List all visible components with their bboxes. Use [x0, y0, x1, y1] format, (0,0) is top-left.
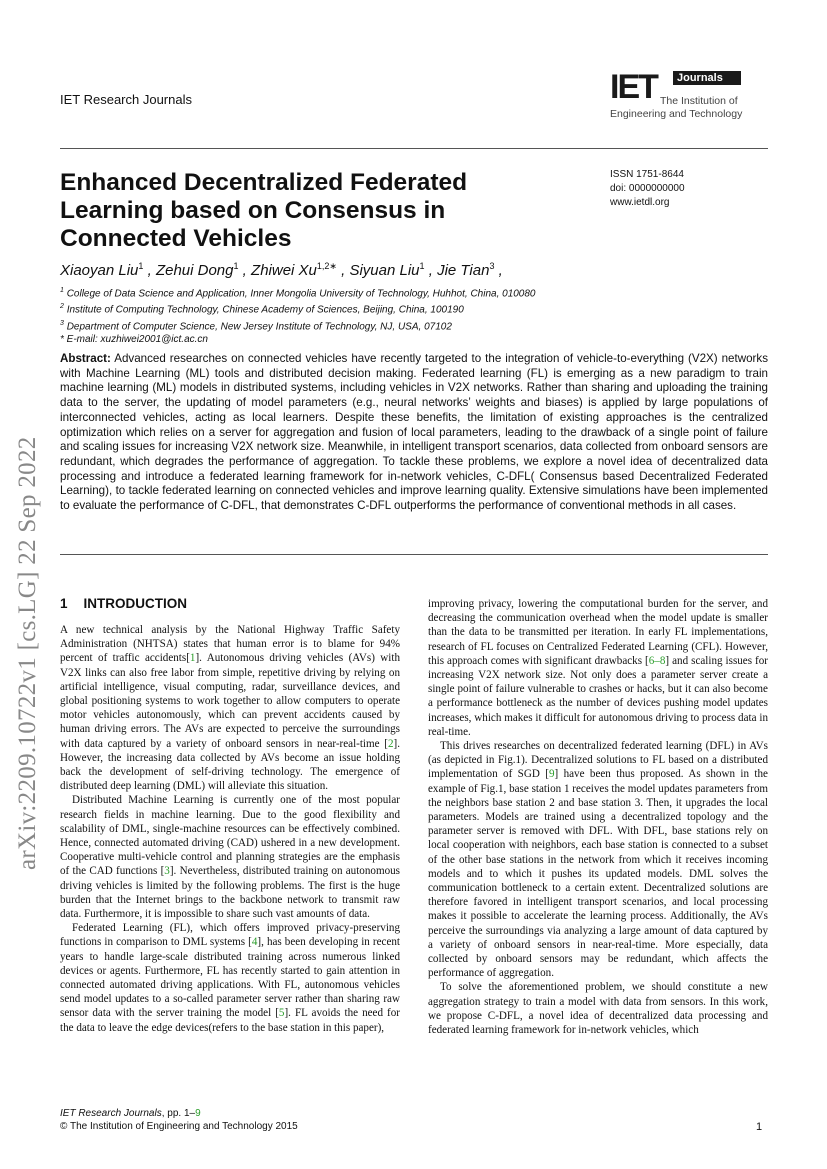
abstract-text: Advanced researches on connected vehicles have recently targeted to the integration of vehicle-to-everything (V2X) networks with Machine Learning (ML) tools and distributed decision making. Federated learning (FL) is emerging as a new paradigm to train machine learning (ML) models in distributed systems, including vehicles in V2X networks. Rather than sharing and uploading the training data to the server, the updating of model parameters (e.g., neural networks’ weights and biases) is applied by large populations of interconnected vehicles, acting as local learners. Despite these benefits, the limitation of existing approaches is the centralized optimization which relies on a server for aggregation and fusion of local parameters, leading to the drawback of a single point of failure and scaling issues for increasing V2X network size. Meanwhile, in intelligent transport scenarios, data collected from onboard sensors are redundant, which degrades the performance of aggregation. To tackle these problems, we explore a novel idea of decentralized data processing and introduce a federated learning framework for in-network vehicles, C-DFL( Consensus based Decentralized Federated Learning), to tackle federated learning on connected vehicles and improve learning quality. Extensive simulations have been implemented to evaluate the performance of C-DFL, that demonstrates C-DFL outperforms the performance of conventional methods in all cases.: [60, 352, 768, 513]
citation-link[interactable]: 4: [251, 936, 258, 949]
section-title: INTRODUCTION: [83, 596, 188, 611]
journal-url: www.ietdl.org: [610, 197, 670, 208]
arxiv-stamp: arXiv:2209.10722v1 [cs.LG] 22 Sep 2022: [14, 436, 41, 870]
meta-block: [610, 168, 685, 210]
iet-logo: [610, 70, 770, 122]
citation-link[interactable]: 6–8: [648, 654, 666, 667]
left-column: [60, 623, 400, 1035]
footer-copyright: © The Institution of Engineering and Technology 2015: [60, 1121, 298, 1132]
paragraph: improving privacy, lowering the computational burden for the server, and decreasing the communication overhead when the model update is smaller than the data to be transmitted per iteration. In early FL implementations, research of FL focuses on Centralized Federated Learning (CFL). However, this approach comes with significant drawbacks [6–8] and scaling issues for increasing V2X network size. Not only does a parameter server create a single point of failure vulnerable to crashes or hacks, but it can also become a performance bottleneck as the number of devices pushing model updates increases, which makes it difficult for autonomous driving to process data in real-time.: [428, 598, 768, 738]
citation-link[interactable]: 5: [278, 1007, 285, 1020]
paragraph: A new technical analysis by the National Highway Traffic Safety Administration (NHTSA) states that human error is to blame for 94% percent of traffic accidents[1]. Autonomous driving vehicles (AVs) with V2X links can also free labor from simple, repetitive driving by relying on artificial intelligence, visual computing, radar, surveillance devices, and global positioning systems to work together to allow computers to operate motor vehicles autonomously, which can prevent accidents caused by human driving errors. The AVs are expected to perceive the surroundings with data captured by a variety of onboard sensors in near-real-time [2]. However, the increasing data collected by AVs become an issue holding back the development of self-driving technology. The emergence of distributed deep learning (DML) will alleviate this situation.: [60, 624, 401, 793]
abstract-label: Abstract:: [60, 352, 111, 365]
header-rule: [60, 148, 768, 149]
author: Xiaoyan Liu$^1$: [60, 261, 144, 279]
abstract: [60, 352, 768, 514]
citation-link[interactable]: 9: [548, 768, 555, 781]
journal-header: IET Research Journals: [60, 92, 192, 107]
abstract-rule: [60, 554, 768, 555]
author-list: Xiaoyan Liu$^1$ , Zehui Dong$^1$ , Zhiwei $Xu^{1,2∗}$ , Siyuan Liu$^1$ , Jie Tian$^3$ ,: [60, 261, 503, 279]
paragraph: This drives researches on decentralized federated learning (DFL) in AVs (as depicted in Fig.1). Decentralized solutions to FL based on a distributed implementation of SGD [9] have been thus proposed. As shown in the example of Fig.1, base station 1 receives the model updates parameters from the neighbors base station 2 and base station 3. Then, it upgrades the local parameters. Models are trained using a decentralized topology and the parameter server is removed with DFL. With DFL, base stations rely on local cooperation with neighbors, each base station is connected to a subset of the other base stations in the network from which it receives incoming models and to which it pushes its updated models. DML solves the communication bottleneck to a certain extent. Decentralized solutions are therefore favored in intelligent transport scenarios, and local processing makes it possible to accelerate the learning process. Additionally, the AVs perceive the surroundings via analyzing a large amount of data captured by a variety of onboard sensors in near-real-time. More especially, data collected by onboard sensors may be redundant, which affects the performance of aggregation.: [428, 740, 768, 980]
logo-letters: IET: [610, 68, 657, 106]
footer: [60, 1107, 298, 1133]
paragraph: Distributed Machine Learning is currently one of the most popular research fields in machine learning. Due to the good flexibility and scalability of DML, single-machine resources can be effectively combined. Hence, connected automated driving (CAD) ushered in a new development. Cooperative multi-vehicle control and planning strategies are the emphasis of the CAD functions [3]. Nevertheless, distributed training on autonomous driving vehicles is limited by the following problems. The first is the huge burden that the Internet brings to the backbone network to transmit raw data. Furthermore, it is impossible to share such vast amounts of data.: [60, 794, 400, 921]
citation-link[interactable]: 3: [164, 865, 170, 878]
author: Jie Tian$^3$: [437, 261, 495, 279]
author: Zhiwei $Xu^{1,2∗}$: [251, 261, 337, 279]
last-page-link[interactable]: 9: [195, 1108, 201, 1119]
logo-journals: Journals: [673, 71, 741, 85]
paper-title: Enhanced Decentralized Federated Learning based on Consensus in Connected Vehicles: [60, 169, 468, 252]
page-number: 1: [756, 1121, 763, 1133]
logo-line1: The Institution of: [660, 95, 738, 107]
section-number: 1: [60, 596, 68, 611]
logo-line2: Engineering and Technology: [610, 108, 743, 120]
affiliation: $^2$ Institute of Computing Technology, Chinese Academy of Sciences, Beijing, China, 100190: [60, 303, 464, 316]
affiliations: [60, 284, 536, 346]
citation-link[interactable]: 2: [387, 737, 394, 750]
email: * E-mail: xuzhiwei2001@ict.ac.cn: [60, 333, 208, 345]
paragraph: Federated Learning (FL), which offers improved privacy-preserving functions in comparison to DML systems [4], has been developing in recent years to handle large-scale distributed training across numerous linked devices or agents. Furthermore, FL has recently started to gain attention in connected automated driving applications. With FL, autonomous vehicles send model updates to a so-called parameter server rather than sharing raw sensor data with the server training the model [5]. FL avoids the need for the data to leave the edge devices(refers to the base station in this paper),: [60, 922, 400, 1034]
right-column: [428, 597, 768, 1037]
author: Zehui Dong$^1$: [155, 261, 239, 279]
author: Siyuan Liu$^1$: [349, 261, 425, 279]
affiliation: $^3$ Department of Computer Science, New Jersey Institute of Technology, NJ, USA, 07102: [60, 319, 452, 332]
doi: doi: 0000000000: [610, 183, 685, 194]
footer-citation: IET Research Journals, pp. 1–9: [60, 1108, 201, 1119]
issn: ISSN 1751-8644: [610, 169, 684, 180]
citation-link[interactable]: 1: [189, 652, 196, 665]
affiliation: $^1$ College of Data Science and Application, Inner Mongolia University of Technology, Huhhot, China, 010080: [60, 287, 536, 300]
paragraph: To solve the aforementioned problem, we should constitute a new aggregation strategy to train a model with data from sensors. In this work, we propose C-DFL, a novel idea of decentralized data processing and federated learning framework for in-network vehicles, which: [428, 981, 768, 1037]
section-heading: [60, 596, 187, 611]
